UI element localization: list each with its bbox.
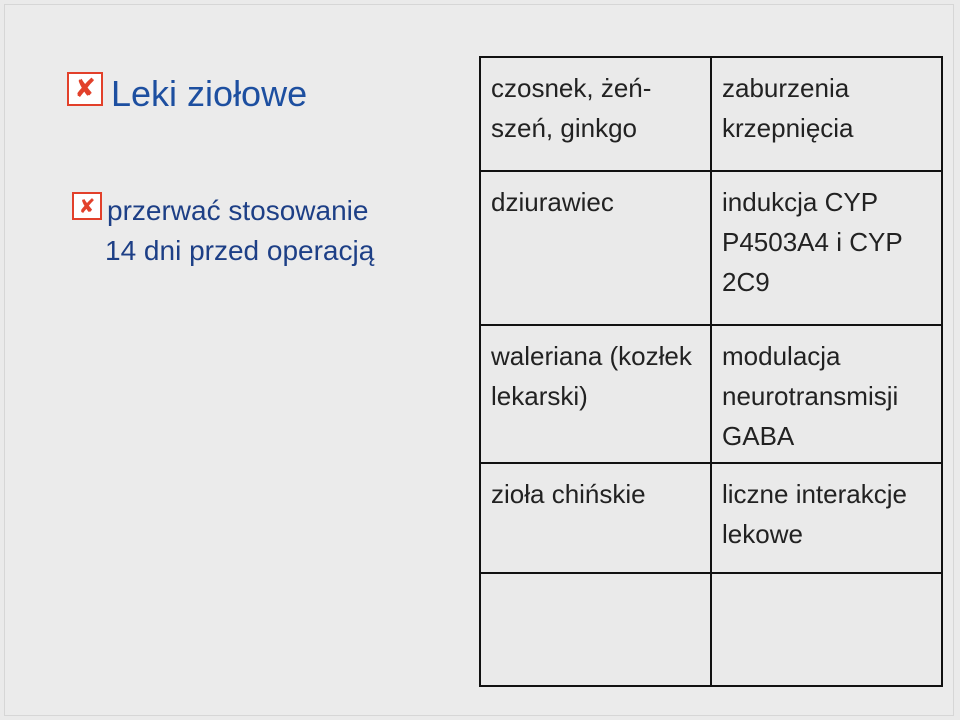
slide-title: Leki ziołowe bbox=[111, 73, 308, 114]
table-row bbox=[480, 325, 942, 463]
bullet-text bbox=[107, 191, 374, 271]
herbs-table bbox=[479, 56, 943, 687]
herb-cell bbox=[480, 573, 711, 686]
effect-cell: indukcja CYP P4503A4 i CYP 2C9 bbox=[711, 171, 942, 325]
bullet-line-2: 14 dni przed operacją bbox=[105, 235, 375, 266]
table-row bbox=[480, 463, 942, 573]
effect-cell: zaburzenia krzepnięcia bbox=[711, 57, 942, 171]
table-row bbox=[480, 57, 942, 171]
herb-cell: waleriana (kozłek lekarski) bbox=[480, 325, 711, 463]
effect-cell: liczne interakcje lekowe bbox=[711, 463, 942, 573]
x-checkbox-icon: ✘ bbox=[67, 72, 103, 106]
herb-cell: czosnek, żeń-szeń, ginkgo bbox=[480, 57, 711, 171]
herb-cell: dziurawiec bbox=[480, 171, 711, 325]
effect-cell: modulacja neurotransmisji GABA bbox=[711, 325, 942, 463]
effect-cell bbox=[711, 573, 942, 686]
x-checkbox-icon: ✘ bbox=[72, 192, 102, 220]
table-row bbox=[480, 171, 942, 325]
herb-cell: zioła chińskie bbox=[480, 463, 711, 573]
table-row bbox=[480, 573, 942, 686]
bullet-line-1: przerwać stosowanie bbox=[107, 195, 369, 226]
